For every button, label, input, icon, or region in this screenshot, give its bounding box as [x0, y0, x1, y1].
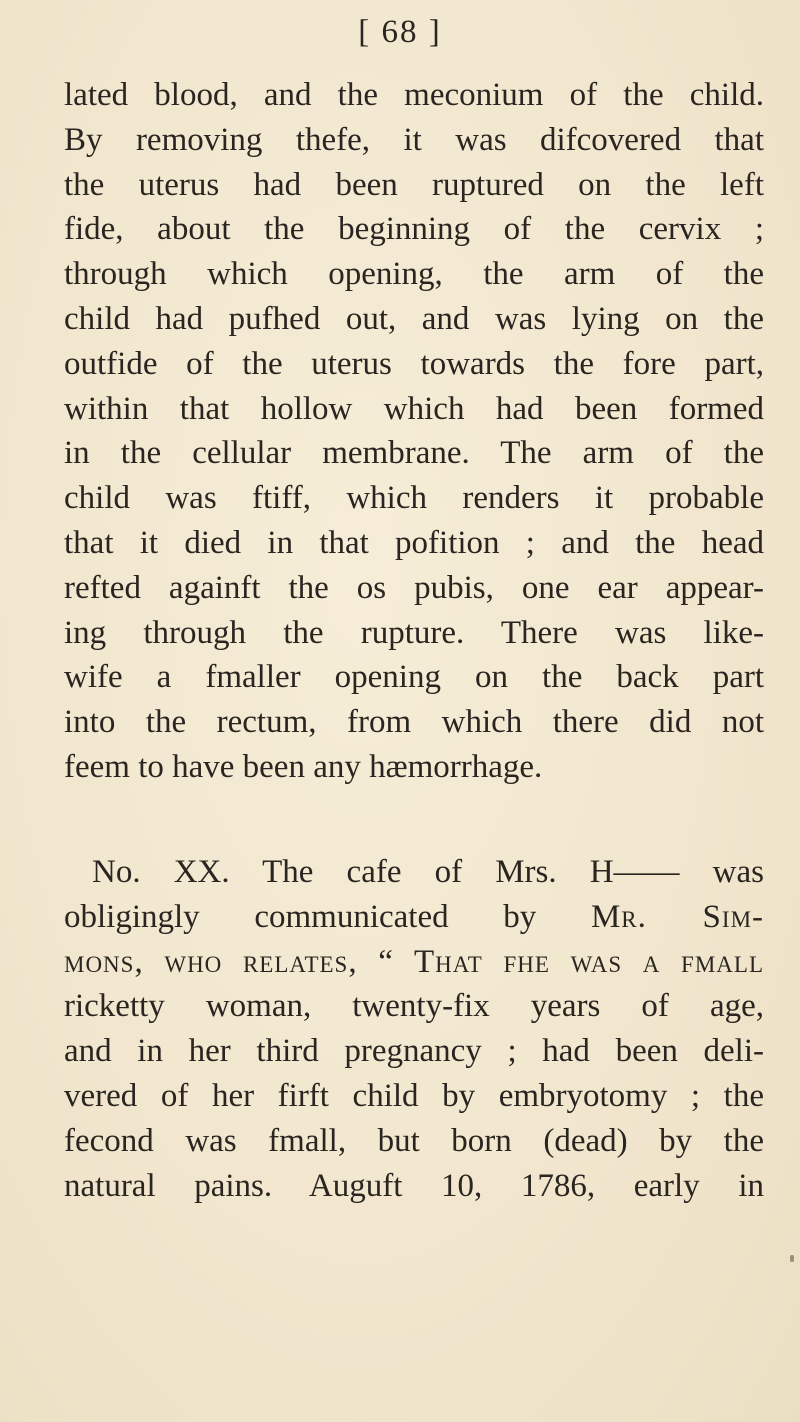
- text-line: that it died in that pofition ; and the head: [64, 524, 764, 561]
- text-line: ing through the rupture. There was like-: [64, 614, 764, 651]
- text-line: the uterus had been ruptured on the left: [64, 166, 764, 203]
- text-line: wife a fmaller opening on the back part: [64, 659, 764, 696]
- text-line: By removing thefe, it was difcovered that: [64, 121, 764, 158]
- text-line: in the cellular membrane. The arm of the: [64, 435, 764, 472]
- surgeon-name: Mr. Sim-: [590, 898, 765, 935]
- text-line: vered of her firft child by embryotomy ; the: [64, 1077, 764, 1114]
- text-line-with-name: [64, 895, 764, 940]
- text-line: natural pains. Auguft 10, 1786, early in: [64, 1167, 764, 1204]
- text-line: fecond was fmall, but born (dead) by the: [64, 1122, 764, 1159]
- text-line: fide, about the beginning of the cervix ;: [64, 211, 764, 248]
- text-line-part: mons, who relates, “ That fhe was a fmall: [64, 943, 764, 980]
- text-line: child was ftiff, which renders it probable: [64, 480, 764, 517]
- text-line: and in her third pregnancy ; had been deli-: [64, 1033, 764, 1070]
- text-line-part: obligingly communicated by: [64, 898, 537, 935]
- text-line: lated blood, and the meconium of the child.: [64, 77, 764, 113]
- paragraph-case-xx: [64, 850, 764, 1208]
- text-line: [64, 940, 764, 985]
- text-line: feem to have been any hæmorrhage.: [64, 748, 543, 785]
- text-line: refted againft the os pubis, one ear appear-: [64, 569, 764, 606]
- text-line: through which opening, the arm of the: [64, 256, 764, 293]
- ink-speck: [790, 1255, 794, 1262]
- text-line: No. XX. The cafe of Mrs. H—— was: [92, 854, 764, 890]
- paragraph-case-continued: [64, 73, 764, 790]
- text-line: child had pufhed out, and was lying on the: [64, 300, 764, 337]
- text-line: within that hollow which had been formed: [64, 390, 764, 427]
- page-number: [ 68 ]: [358, 14, 442, 50]
- text-line: outfide of the uterus towards the fore part,: [64, 345, 764, 382]
- text-line: ricketty woman, twenty-fix years of age,: [64, 988, 764, 1025]
- text-line: into the rectum, from which there did not: [64, 704, 764, 741]
